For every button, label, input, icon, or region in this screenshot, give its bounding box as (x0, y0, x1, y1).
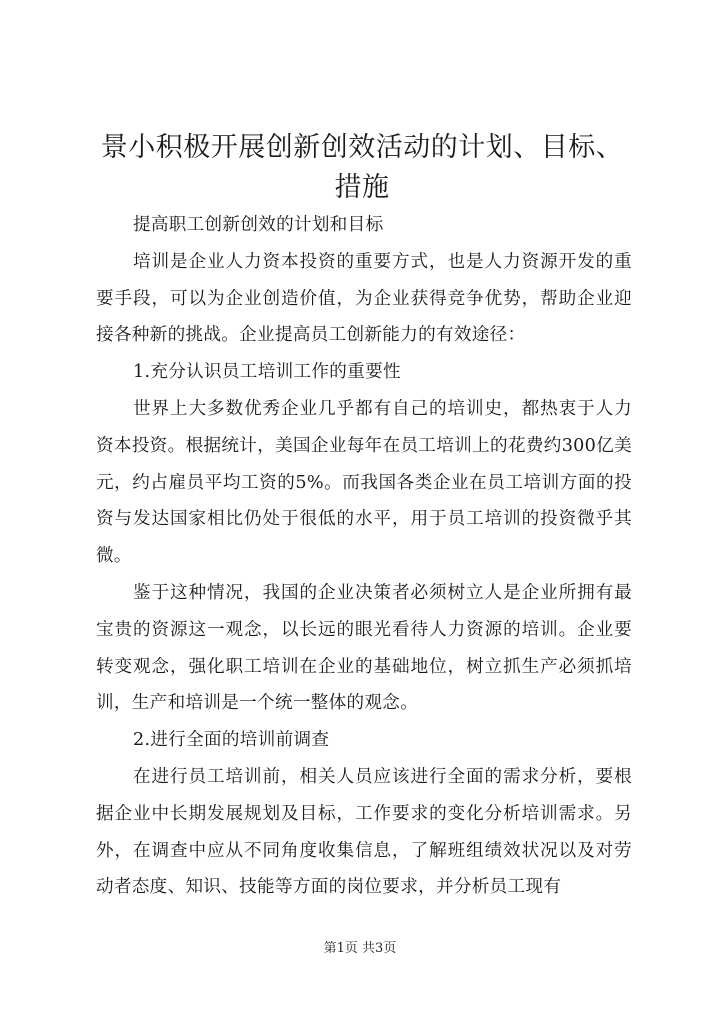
paragraph: 世界上大多数优秀企业几乎都有自己的培训史，都热衷于人力资本投资。根据统计，美国企业每年在员工培训上的花费约300亿美元，约占雇员平均工资的5%。而我国各类企业在员工培训方面的投资与发达国家相比仍处于很低的水平，用于员工培训的投资微乎其微。 (96, 398, 632, 567)
document-title: 景小积极开展创新创效活动的计划、目标、措施 (100, 132, 624, 203)
section-heading: 提高职工创新创效的计划和目标 (132, 215, 384, 235)
paragraph: 鉴于这种情况，我国的企业决策者必须树立人是企业所拥有最宝贵的资源这一观念，以长远的眼光看待人力资源的培训。企业要转变观念，强化职工培训在企业的基础地位，树立抓生产必须抓培训，生产和培训是一个统一整体的观念。 (96, 582, 632, 714)
paragraph: 培训是企业人力资本投资的重要方式，也是人力资源开发的重要手段，可以为企业创造价值，为企业获得竞争优势，帮助企业迎接各种新的挑战。企业提高员工创新能力的有效途径： (96, 251, 632, 346)
section-heading: 1.充分认识员工培训工作的重要性 (132, 362, 401, 383)
page-footer: 第1页 共3页 (323, 941, 397, 956)
document-body (96, 207, 632, 906)
paragraph: 在进行员工培训前，相关人员应该进行全面的需求分析，要根据企业中长期发展规划及目标，工作要求的变化分析培训需求。另外，在调查中应从不同角度收集信息，了解班组绩效状况以及对劳动者态度、知识、技能等方面的岗位要求，并分析员工现有 (96, 766, 632, 898)
section-heading: 2.进行全面的培训前调查 (132, 730, 330, 751)
